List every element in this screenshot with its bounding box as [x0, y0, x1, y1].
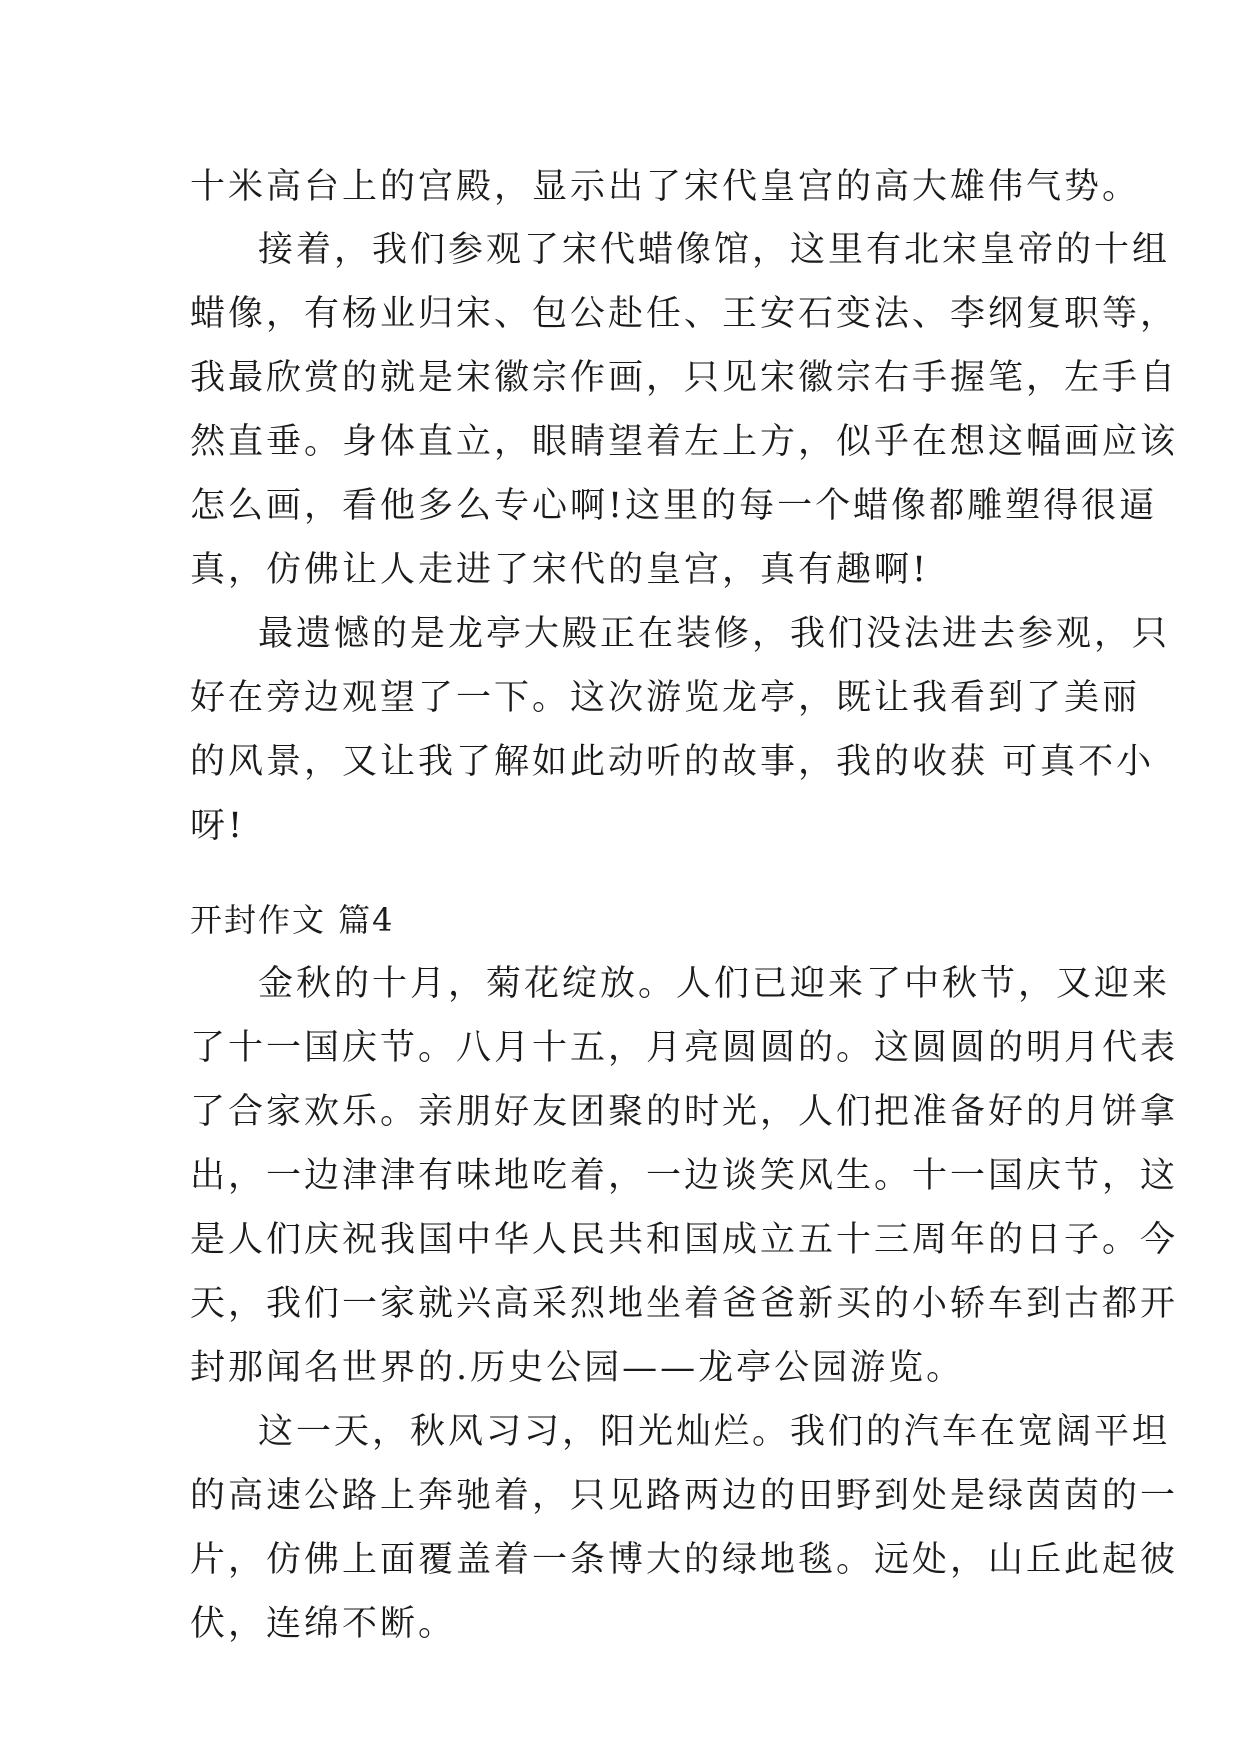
paragraph-line: 封那闻名世界的.历史公园——龙亭公园游览。 — [190, 1348, 965, 1388]
paragraph-line: 了十一国庆节。八月十五，月亮圆圆的。这圆圆的明月代表 — [190, 1028, 1179, 1068]
paragraph-line: 十米高台上的宫殿，显示出了宋代皇宫的高大雄伟气势。 — [190, 167, 1141, 207]
paragraph-line: 是人们庆祝我国中华人民共和国成立五十三周年的日子。今 — [190, 1220, 1179, 1260]
paragraph-line: 的风景，又让我了解如此动听的故事，我的收获 可真不小 — [190, 742, 1155, 782]
paragraph-line: 伏，连绵不断。 — [190, 1604, 457, 1644]
paragraph-line: 接着，我们参观了宋代蜡像馆，这里有北宋皇帝的十组 — [258, 230, 1171, 270]
paragraph-line: 出，一边津津有味地吃着，一边谈笑风生。十一国庆节，这 — [190, 1156, 1179, 1196]
paragraph-line: 然直垂。身体直立，眼睛望着左上方，似乎在想这幅画应该 — [190, 422, 1179, 462]
paragraph-line: 的高速公路上奔驰着，只见路两边的田野到处是绿茵茵的一 — [190, 1476, 1179, 1516]
paragraph-line: 了合家欢乐。亲朋好友团聚的时光，人们把准备好的月饼拿 — [190, 1092, 1179, 1132]
paragraph-line: 片，仿佛上面覆盖着一条博大的绿地毯。远处，山丘此起彼 — [190, 1540, 1179, 1580]
paragraph-line: 真，仿佛让人走进了宋代的皇宫，真有趣啊! — [190, 550, 930, 590]
paragraph-line: 好在旁边观望了一下。这次游览龙亭，既让我看到了美丽 — [190, 678, 1141, 718]
paragraph-line: 金秋的十月，菊花绽放。人们已迎来了中秋节，又迎来 — [258, 964, 1171, 1004]
paragraph-line: 这一天，秋风习习，阳光灿烂。我们的汽车在宽阔平坦 — [258, 1412, 1171, 1452]
paragraph-line: 蜡像，有杨业归宋、包公赴任、王安石变法、李纲复职等， — [190, 294, 1179, 334]
paragraph-line: 呀! — [190, 806, 246, 846]
section-heading: 开封作文 篇4 — [190, 901, 395, 939]
paragraph-line: 最遗憾的是龙亭大殿正在装修，我们没法进去参观，只 — [258, 614, 1171, 654]
paragraph-line: 天，我们一家就兴高采烈地坐着爸爸新买的小轿车到古都开 — [190, 1284, 1179, 1324]
paragraph-line: 怎么画，看他多么专心啊!这里的每一个蜡像都雕塑得很逼 — [190, 486, 1158, 526]
paragraph-line: 我最欣赏的就是宋徽宗作画，只见宋徽宗右手握笔，左手自 — [190, 358, 1179, 398]
